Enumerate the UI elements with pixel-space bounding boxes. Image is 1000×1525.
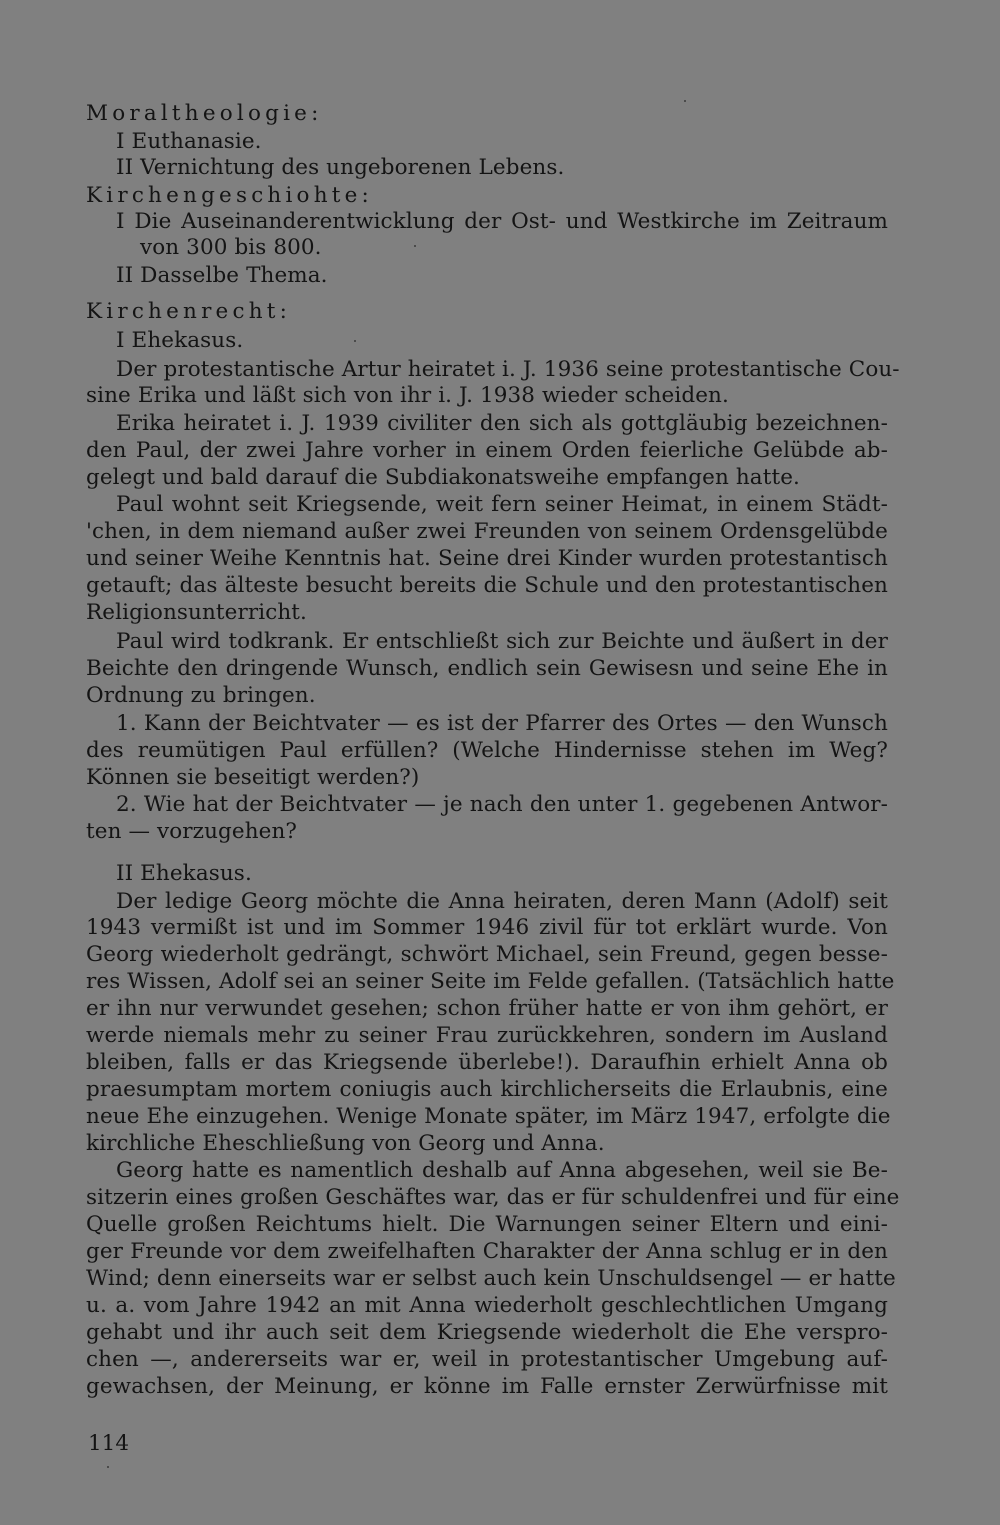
text-line: neue Ehe einzugehen. Wenige Monate später, im März 1947, erfolgte die	[86, 1104, 891, 1129]
text-line: er ihn nur verwundet gesehen; schon früher hatte er von ihm gehört, er	[86, 996, 888, 1021]
text-line: Beichte den dringende Wunsch, endlich sein Gewisesn und seine Ehe in	[86, 656, 888, 681]
text-line: I Die Auseinanderentwicklung der Ost- und Westkirche im Zeitraum	[116, 209, 888, 234]
text-line: Georg wiederholt gedrängt, schwört Michael, sein Freund, gegen besse-	[86, 942, 888, 967]
text-line: Der ledige Georg möchte die Anna heiraten, deren Mann (Adolf) seit	[116, 889, 888, 914]
text-line: Paul wohnt seit Kriegsende, weit fern seiner Heimat, in einem Städt-	[116, 492, 888, 517]
print-speck	[354, 340, 356, 342]
text-line: gelegt und bald darauf die Subdiakonatsweihe empfangen hatte.	[86, 465, 800, 490]
text-line: Erika heiratet i. J. 1939 civiliter den sich als gottgläubig bezeichnen-	[116, 411, 888, 436]
text-line: Können sie beseitigt werden?)	[86, 765, 420, 790]
text-line: und seiner Weihe Kenntnis hat. Seine drei Kinder wurden protestantisch	[86, 546, 888, 571]
text-line: Paul wird todkrank. Er entschließt sich zur Beichte und äußert in der	[116, 629, 888, 654]
text-line: chen —, andererseits war er, weil in protestantischer Umgebung auf-	[86, 1347, 888, 1372]
text-line: II Vernichtung des ungeborenen Lebens.	[116, 155, 565, 180]
text-line: Quelle großen Reichtums hielt. Die Warnungen seiner Eltern und eini-	[86, 1212, 888, 1237]
text-line: sine Erika und läßt sich von ihr i. J. 1938 wieder scheiden.	[86, 383, 729, 408]
page-number: 114	[88, 1431, 130, 1456]
text-line: des reumütigen Paul erfüllen? (Welche Hindernisse stehen im Weg?	[86, 738, 888, 763]
text-line: Ordnung zu bringen.	[86, 683, 316, 708]
text-line: I Ehekasus.	[116, 328, 244, 353]
text-line: 1. Kann der Beichtvater — es ist der Pfarrer des Ortes — den Wunsch	[116, 711, 888, 736]
text-line: Wind; denn einerseits war er selbst auch kein Unschuldsengel — er hatte	[86, 1266, 896, 1291]
text-line: getauft; das älteste besucht bereits die Schule und den protestantischen	[86, 573, 888, 598]
section-heading: Moraltheologie:	[86, 101, 323, 126]
text-line: 'chen, in dem niemand außer zwei Freunden von seinem Ordensgelübde	[86, 519, 888, 544]
text-line: 2. Wie hat der Beichtvater — je nach den unter 1. gegebenen Antwor-	[116, 792, 888, 817]
print-speck	[414, 245, 416, 247]
section-heading: Kirchengeschiohte:	[86, 183, 373, 208]
print-speck	[107, 1466, 109, 1468]
text-line: ten — vorzugehen?	[86, 819, 298, 844]
text-line: gehabt und ihr auch seit dem Kriegsende wiederholt die Ehe verspro-	[86, 1320, 888, 1345]
text-line: II Ehekasus.	[116, 861, 252, 886]
text-line: gewachsen, der Meinung, er könne im Falle ernster Zerwürfnisse mit	[86, 1374, 888, 1399]
text-line: res Wissen, Adolf sei an seiner Seite im Felde gefallen. (Tatsächlich hatte	[86, 969, 895, 994]
text-line: ger Freunde vor dem zweifelhaften Charakter der Anna schlug er in den	[86, 1239, 888, 1264]
text-line: Der protestantische Artur heiratet i. J. 1936 seine protestantische Cou-	[116, 357, 900, 382]
text-line: II Dasselbe Thema.	[116, 263, 328, 288]
text-line: kirchliche Eheschließung von Georg und Anna.	[86, 1131, 605, 1156]
print-speck	[684, 100, 686, 102]
text-line: bleiben, falls er das Kriegsende überlebe!). Daraufhin erhielt Anna ob	[86, 1050, 888, 1075]
text-line: Religionsunterricht.	[86, 600, 307, 625]
text-line: 1943 vermißt ist und im Sommer 1946 zivil für tot erklärt wurde. Von	[86, 915, 888, 940]
text-line: von 300 bis 800.	[140, 235, 322, 260]
text-line: den Paul, der zwei Jahre vorher in einem Orden feierliche Gelübde ab-	[86, 438, 888, 463]
text-line: werde niemals mehr zu seiner Frau zurückkehren, sondern im Ausland	[86, 1023, 888, 1048]
text-line: u. a. vom Jahre 1942 an mit Anna wiederholt geschlechtlichen Umgang	[86, 1293, 888, 1318]
text-line: I Euthanasie.	[116, 129, 262, 154]
section-heading: Kirchenrecht:	[86, 299, 292, 324]
text-line: sitzerin eines großen Geschäftes war, das er für schuldenfrei und für eine	[86, 1185, 900, 1210]
text-line: Georg hatte es namentlich deshalb auf Anna abgesehen, weil sie Be-	[116, 1158, 888, 1183]
text-line: praesumptam mortem coniugis auch kirchlicherseits die Erlaubnis, eine	[86, 1077, 888, 1102]
